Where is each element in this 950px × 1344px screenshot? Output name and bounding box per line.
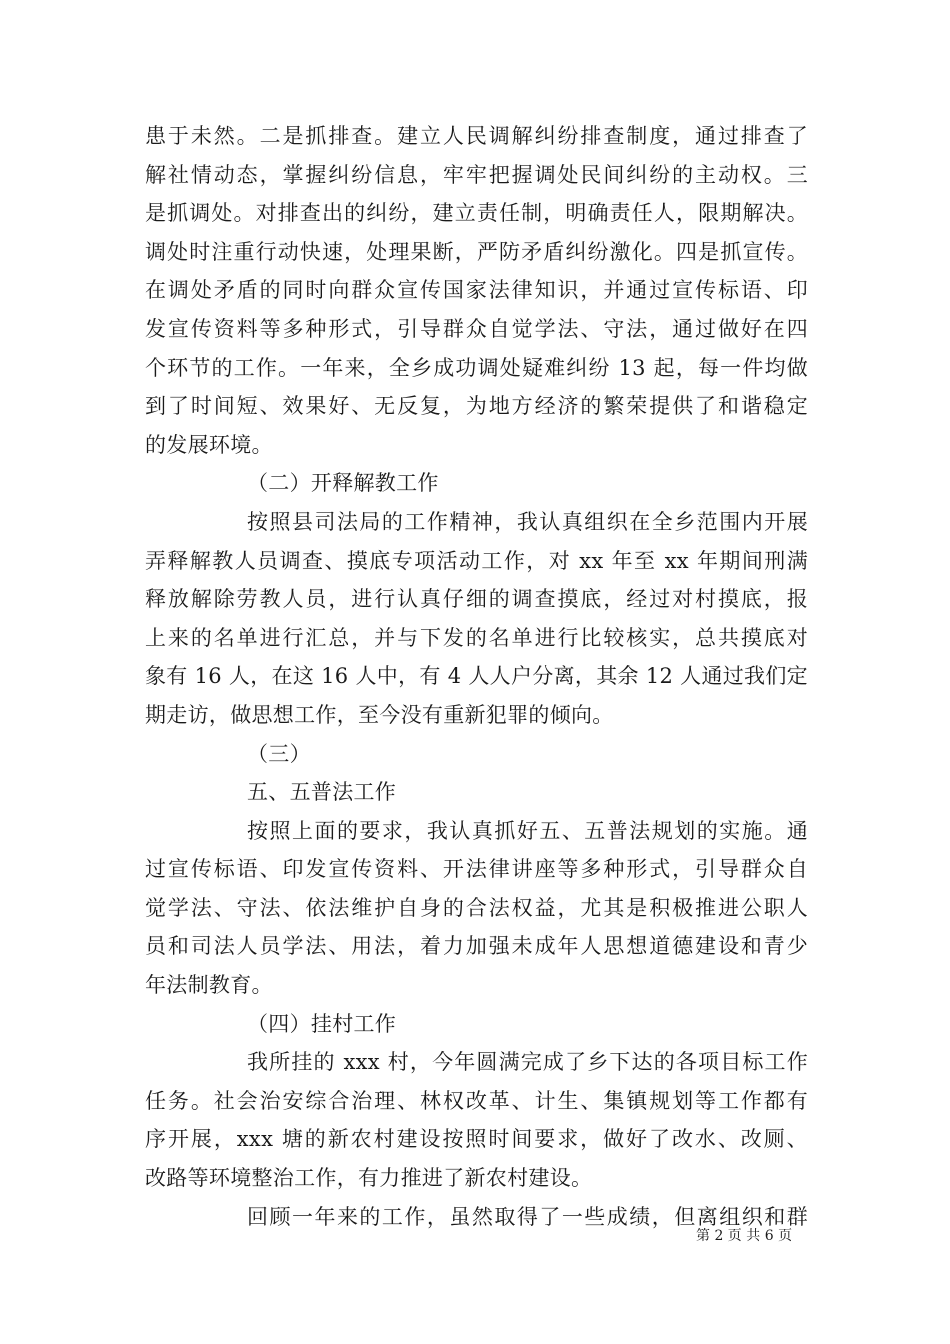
text-line: （三）: [247, 741, 311, 766]
text-line: 调处时注重行动快速，处理果断，严防矛盾纠纷激化。四是抓宣传。: [145, 239, 808, 264]
text-line: 员和司法人员学法、用法，着力加强未成年人思想道德建设和青少: [145, 934, 808, 959]
text-line: 个环节的工作。一年来，全乡成功调处疑难纠纷 13 起，每一件均做: [145, 355, 808, 380]
text-line: 释放解除劳教人员，进行认真仔细的调查摸底，经过对村摸底，报: [145, 587, 808, 612]
text-line: 到了时间短、效果好、无反复，为地方经济的繁荣提供了和谐稳定: [145, 394, 808, 419]
text-line: 改路等环境整治工作，有力推进了新农村建设。: [145, 1166, 593, 1191]
text-line: 五、五普法工作: [247, 780, 397, 805]
text-line: 在调处矛盾的同时向群众宣传国家法律知识，并通过宣传标语、印: [145, 278, 808, 303]
text-line: 按照县司法局的工作精神，我认真组织在全乡范围内开展: [247, 509, 808, 534]
text-line: 发宣传资料等多种形式，引导群众自觉学法、守法，通过做好在四: [145, 316, 808, 341]
text-line: 患于未然。二是抓排查。建立人民调解纠纷排查制度，通过排查了: [145, 124, 808, 148]
page-number-footer: 第 2 页 共 6 页: [696, 1228, 793, 1244]
text-line: 觉学法、守法、依法维护自身的合法权益，尤其是积极推进公职人: [145, 895, 808, 920]
text-line: 象有 16 人，在这 16 人中，有 4 人人户分离，其余 12 人通过我们定: [145, 664, 808, 689]
text-line: 按照上面的要求，我认真抓好五、五普法规划的实施。通: [247, 818, 808, 843]
text-line: 解社情动态，掌握纠纷信息，牢牢把握调处民间纠纷的主动权。三: [145, 162, 808, 187]
text-line: 过宣传标语、印发宣传资料、开法律讲座等多种形式，引导群众自: [145, 857, 808, 882]
text-line: 弄释解教人员调查、摸底专项活动工作，对 xx 年至 xx 年期间刑满: [145, 548, 808, 573]
text-line: （二）开释解教工作: [247, 471, 439, 496]
body-text: [145, 117, 808, 1236]
text-line: 序开展，xxx 塘的新农村建设按照时间要求，做好了改水、改厕、: [145, 1127, 808, 1152]
text-line: 期走访，做思想工作，至今没有重新犯罪的倾向。: [145, 702, 614, 727]
text-line: 回顾一年来的工作，虽然取得了一些成绩，但离组织和群: [247, 1204, 808, 1229]
text-line: 任务。社会治安综合治理、林权改革、计生、集镇规划等工作都有: [145, 1088, 808, 1113]
text-line: 我所挂的 xxx 村，今年圆满完成了乡下达的各项目标工作: [247, 1050, 808, 1075]
text-line: 年法制教育。: [145, 973, 273, 998]
text-line: 是抓调处。对排查出的纠纷，建立责任制，明确责任人，限期解决。: [145, 201, 808, 226]
text-line: 上来的名单进行汇总，并与下发的名单进行比较核实，总共摸底对: [145, 625, 808, 650]
text-line: 的发展环境。: [145, 432, 273, 457]
text-line: （四）挂村工作: [247, 1011, 397, 1036]
